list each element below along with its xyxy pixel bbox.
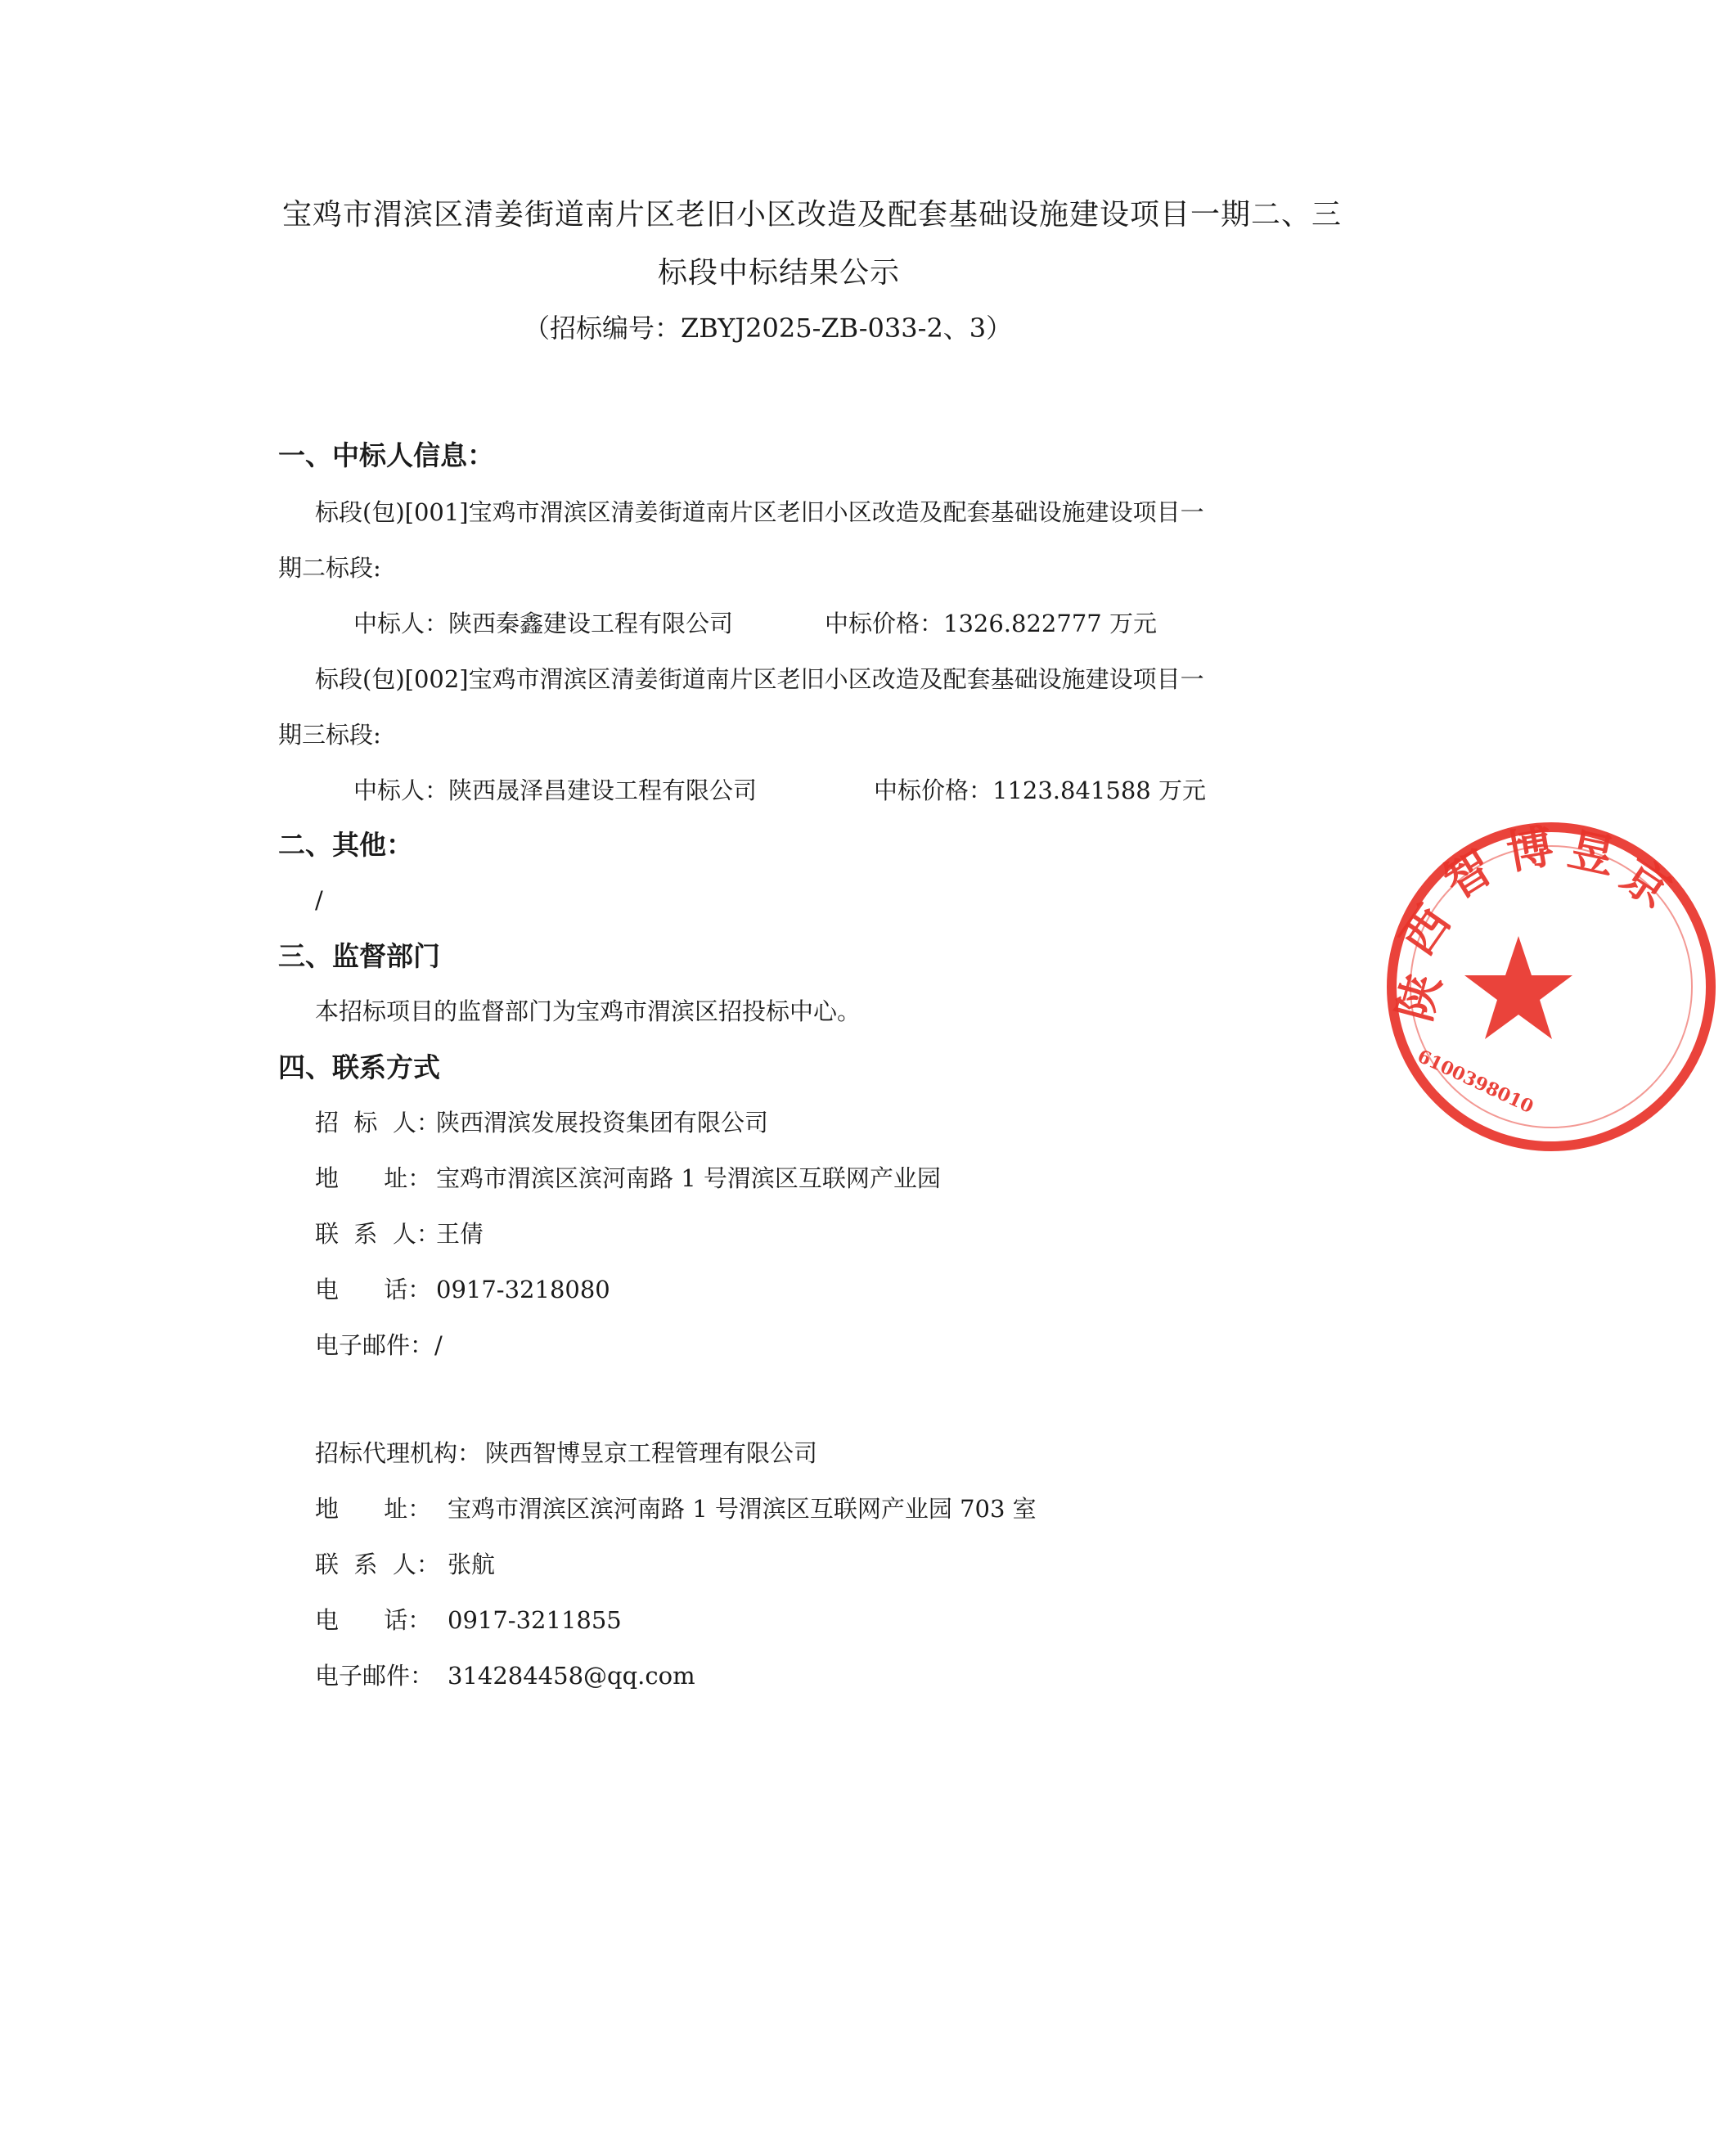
tenderer-phone: 0917-3218080 [436,1276,610,1303]
seal-number: 6100398010 [1414,1045,1537,1119]
tenderer-name-label: 招 标 人： [315,1109,440,1137]
agency-email-label: 电子邮件： [315,1662,434,1690]
tenderer-person: 王倩 [436,1220,484,1248]
section-heading-winners: 一、中标人信息： [278,439,494,471]
tenderer-address-label: 地 址： [315,1164,432,1192]
agency-address: 宝鸡市渭滨区滨河南路 1 号渭滨区互联网产业园 703 室 [448,1495,1037,1523]
tenderer-person-label: 联 系 人： [315,1220,440,1248]
agency-phone: 0917-3211855 [448,1606,622,1634]
agency-name-label: 招标代理机构： [315,1439,482,1467]
seal-char-1: 陕 [1387,968,1452,1027]
seal-char-5: 昱 [1563,822,1620,885]
tender-code: （招标编号：ZBYJ2025-ZB-033-2、3） [524,313,1013,344]
section-heading-other: 二、其他： [278,829,413,861]
tenderer-address: 宝鸡市渭滨区滨河南路 1 号渭滨区互联网产业园 [436,1164,941,1192]
agency-email: 314284458@qq.com [448,1662,695,1690]
document-title-line1: 宝鸡市渭滨区清姜街道南片区老旧小区改造及配套基础设施建设项目一期二、三 [282,198,1343,232]
agency-phone-label: 电 话： [315,1606,432,1634]
seal-char-3: 智 [1434,839,1502,910]
agency-person: 张航 [448,1551,496,1578]
lot2-description-line2: 期三标段: [278,721,381,749]
lot1-description-line1: 标段(包)[001]宝鸡市渭滨区清姜街道南片区老旧小区改造及配套基础设施建设项目一 [315,498,1204,526]
supervision-text: 本招标项目的监督部门为宝鸡市渭滨区招投标中心。 [315,997,862,1025]
lot2-winner: 中标人：陕西晟泽昌建设工程有限公司 [353,776,758,804]
lot1-winner: 中标人：陕西秦鑫建设工程有限公司 [353,610,734,637]
tenderer-phone-label: 电 话： [315,1276,432,1303]
lot2-description-line1: 标段(包)[002]宝鸡市渭滨区清姜街道南片区老旧小区改造及配套基础设施建设项目一 [315,665,1204,693]
other-text: / [315,886,323,914]
seal-star-icon [1464,936,1572,1039]
lot2-price: 中标价格：1123.841588 万元 [874,776,1206,804]
tenderer-email: / [434,1331,443,1359]
agency-name: 陕西智博昱京工程管理有限公司 [485,1439,818,1467]
document-title-line2: 标段中标结果公示 [658,256,901,290]
agency-person-label: 联 系 人： [315,1551,440,1578]
tenderer-email-label: 电子邮件： [315,1331,434,1359]
agency-address-label: 地 址： [315,1495,432,1523]
company-seal-stamp [1379,815,1723,1159]
lot1-price: 中标价格：1326.822777 万元 [825,610,1157,637]
seal-char-6: 京 [1612,848,1680,919]
section-heading-contact: 四、联系方式 [278,1051,440,1083]
seal-char-2: 西 [1390,896,1461,965]
tenderer-name: 陕西渭滨发展投资集团有限公司 [436,1109,769,1137]
lot1-description-line2: 期二标段: [278,554,381,582]
seal-char-4: 博 [1502,819,1558,880]
section-heading-supervision: 三、监督部门 [278,940,440,972]
